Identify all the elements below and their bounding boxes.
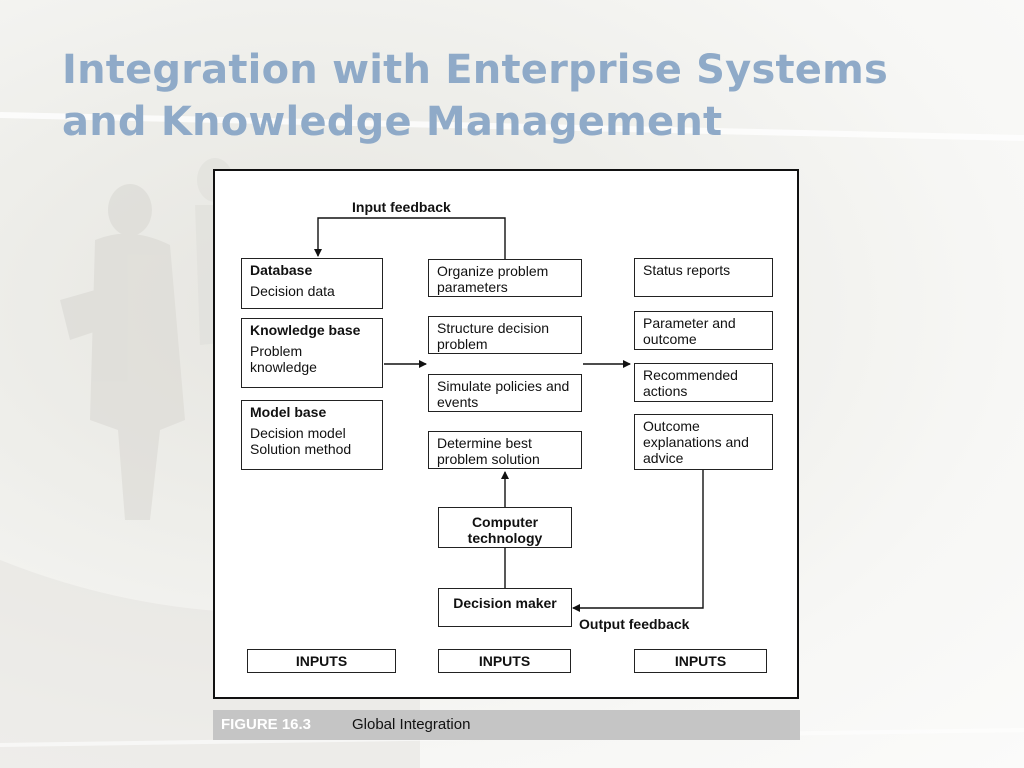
outcome-explanations-text: Outcome explanations and advice xyxy=(643,418,749,466)
output-feedback-label: Output feedback xyxy=(579,616,690,632)
knowledge-base-line-1: Problem xyxy=(250,343,303,359)
parameter-outcome-text: Parameter and outcome xyxy=(643,315,736,347)
database-box xyxy=(241,258,383,309)
figure-caption-text: Global Integration xyxy=(352,716,471,733)
simulate-policies-box xyxy=(428,374,582,412)
simulate-policies-text: Simulate policies and events xyxy=(437,378,570,410)
figure-caption xyxy=(213,710,800,740)
database-heading: Database xyxy=(250,262,313,278)
inputs-box-left xyxy=(247,649,396,673)
inputs-box-right xyxy=(634,649,767,673)
model-base-line-2: Solution method xyxy=(250,441,352,457)
recommended-actions-text: Recommended actions xyxy=(643,367,738,399)
status-reports-box xyxy=(634,258,773,297)
figure-number: FIGURE 16.3 xyxy=(221,716,312,733)
model-base-line-1: Decision model xyxy=(250,425,346,441)
knowledge-base-heading: Knowledge base xyxy=(250,322,361,338)
recommended-actions-box xyxy=(634,363,773,402)
inputs-right-text: INPUTS xyxy=(674,653,727,669)
organize-problem-box xyxy=(428,259,582,297)
input-feedback-label: Input feedback xyxy=(352,199,451,215)
structure-decision-text: Structure decision problem xyxy=(437,320,550,352)
knowledge-base-line-2: knowledge xyxy=(250,359,317,375)
computer-technology-text: Computer technology xyxy=(467,514,543,546)
output-feedback-arrow xyxy=(573,470,703,608)
determine-solution-box xyxy=(428,431,582,469)
status-reports-text: Status reports xyxy=(643,262,731,278)
slide-title-line1: Integration with Enterprise Systems xyxy=(62,47,889,93)
knowledge-base-box xyxy=(241,318,383,388)
decision-maker-text: Decision maker xyxy=(453,595,557,611)
model-base-heading: Model base xyxy=(250,404,327,420)
model-base-box xyxy=(241,400,383,470)
inputs-left-text: INPUTS xyxy=(295,653,348,669)
database-line-1: Decision data xyxy=(250,283,335,299)
outcome-explanations-box xyxy=(634,414,773,470)
inputs-box-middle xyxy=(438,649,571,673)
organize-problem-text: Organize problem parameters xyxy=(437,263,549,295)
input-feedback-arrow xyxy=(318,218,505,259)
slide-title-line2: and Knowledge Management xyxy=(62,99,723,145)
computer-technology-box xyxy=(438,507,572,548)
structure-decision-box xyxy=(428,316,582,354)
determine-solution-text: Determine best problem solution xyxy=(437,435,540,467)
decision-maker-box xyxy=(438,588,572,627)
inputs-middle-text: INPUTS xyxy=(478,653,531,669)
parameter-outcome-box xyxy=(634,311,773,350)
